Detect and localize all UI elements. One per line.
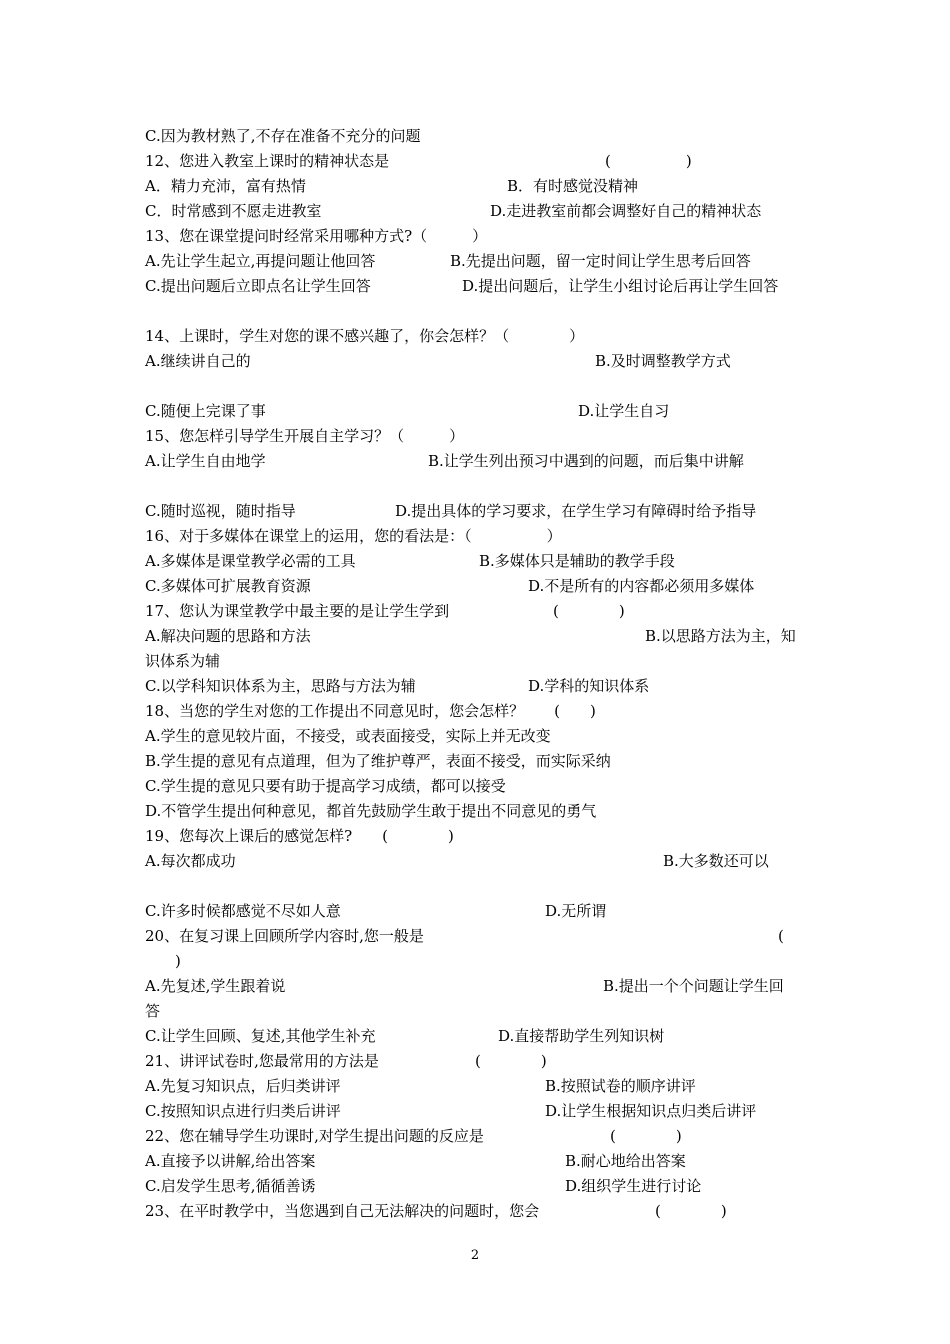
option-b: B.多媒体只是辅助的教学手段 [479, 552, 675, 570]
option-a: A.继续讲自己的 [145, 352, 251, 370]
option-d: D.走进教室前都会调整好自己的精神状态 [490, 202, 762, 220]
options-line [145, 624, 810, 649]
options-line [145, 249, 810, 274]
options-line [145, 274, 810, 299]
question-text: 14、上课时，学生对您的课不感兴趣了，你会怎样？（ ） [145, 327, 585, 345]
question-line [145, 1124, 810, 1149]
option-b: B.让学生列出预习中遇到的问题，而后集中讲解 [428, 452, 744, 470]
option-a: A.直接予以讲解,给出答案 [145, 1152, 316, 1170]
option-d: D.不是所有的内容都必须用多媒体 [528, 577, 755, 595]
question-text: 21、讲评试卷时,您最常用的方法是 [145, 1052, 379, 1070]
question-line [145, 524, 810, 549]
option-a: A.先复习知识点，后归类讲评 [145, 1077, 341, 1095]
options-line [145, 574, 810, 599]
option-a: A.解决问题的思路和方法 [145, 627, 311, 645]
option-b: B.提出一个个问题让学生回 [603, 977, 784, 995]
option-line [145, 799, 810, 824]
option-a: A.先让学生起立,再提问题让他回答 [145, 252, 376, 270]
question-line [145, 599, 810, 624]
text-line [145, 124, 810, 149]
answer-bracket: ( ) [610, 1127, 682, 1145]
option-line [145, 749, 810, 774]
options-line [145, 449, 810, 474]
option-b: B.及时调整教学方式 [595, 352, 731, 370]
option-c: C.以学科知识体系为主，思路与方法为辅 [145, 677, 416, 695]
question-list [145, 124, 810, 1224]
options-line [145, 899, 810, 924]
option-c: C．时常感到不愿走进教室 [145, 202, 322, 220]
option-a: A.多媒体是课堂教学必需的工具 [145, 552, 356, 570]
option-b: B.耐心地给出答案 [565, 1152, 686, 1170]
option-a: A.每次都成功 [145, 852, 236, 870]
option-line [145, 774, 810, 799]
answer-bracket: ( [778, 927, 784, 945]
option-c: C.随便上完课了事 [145, 402, 266, 420]
blank-line [145, 299, 810, 324]
option-d: D.让学生自习 [578, 402, 670, 420]
blank-line [145, 374, 810, 399]
option-b: B.先提出问题，留一定时间让学生思考后回答 [450, 252, 751, 270]
question-text: 18、当您的学生对您的工作提出不同意见时，您会怎样？ ( ) [145, 702, 596, 720]
options-line [145, 199, 810, 224]
option-c: C.提出问题后立即点名让学生回答 [145, 277, 371, 295]
question-text: 17、您认为课堂教学中最主要的是让学生学到 [145, 602, 450, 620]
question-line [145, 324, 810, 349]
option-a: A.先复述,学生跟着说 [145, 977, 286, 995]
answer-bracket: ( ) [655, 1202, 727, 1220]
option-d: D.直接帮助学生列知识树 [498, 1027, 665, 1045]
options-line [145, 849, 810, 874]
question-line [145, 699, 810, 724]
text-line [145, 949, 810, 974]
option-b: B.学生提的意见有点道理，但为了维护尊严，表面不接受，而实际采纳 [145, 752, 611, 770]
question-text: 20、在复习课上回顾所学内容时,您一般是 [145, 927, 424, 945]
options-line [145, 1174, 810, 1199]
text-line [145, 649, 810, 674]
question-text: 23、在平时教学中，当您遇到自己无法解决的问题时，您会 [145, 1202, 540, 1220]
option-c: C.让学生回顾、复述,其他学生补充 [145, 1027, 376, 1045]
question-text: 12、您进入教室上课时的精神状态是 [145, 152, 390, 170]
question-line [145, 1199, 810, 1224]
question-line [145, 924, 810, 949]
question-line [145, 1049, 810, 1074]
answer-bracket: ( ) [605, 152, 692, 170]
answer-bracket: ( ) [475, 1052, 547, 1070]
option-c: C.随时巡视，随时指导 [145, 502, 296, 520]
option-d: D.无所谓 [545, 902, 607, 920]
answer-bracket-close: ) [145, 952, 181, 970]
options-line [145, 1024, 810, 1049]
option-d: D.学科的知识体系 [528, 677, 650, 695]
option-c: C.多媒体可扩展教育资源 [145, 577, 311, 595]
question-text: 15、您怎样引导学生开展自主学习？（ ） [145, 427, 465, 445]
question-line [145, 149, 810, 174]
option-c: C.启发学生思考,循循善诱 [145, 1177, 316, 1195]
question-line [145, 824, 810, 849]
page-number: 2 [470, 1248, 480, 1263]
option-c: C.按照知识点进行归类后讲评 [145, 1102, 341, 1120]
line-text: 识体系为辅 [145, 652, 221, 670]
option-a: A.学生的意见较片面，不接受，或表面接受，实际上并无改变 [145, 727, 551, 745]
option-d: D.提出问题后，让学生小组讨论后再让学生回答 [462, 277, 779, 295]
line-text: 答 [145, 1002, 161, 1020]
options-line [145, 1099, 810, 1124]
question-text: 19、您每次上课后的感觉怎样? ( ) [145, 827, 454, 845]
options-line [145, 674, 810, 699]
option-line [145, 724, 810, 749]
options-line [145, 549, 810, 574]
question-line [145, 424, 810, 449]
option-a: A.让学生自由地学 [145, 452, 266, 470]
question-text: 22、您在辅导学生功课时,对学生提出问题的反应是 [145, 1127, 484, 1145]
option-d: D.不管学生提出何种意见，都首先鼓励学生敢于提出不同意见的勇气 [145, 802, 597, 820]
option-c: C.学生提的意见只要有助于提高学习成绩，都可以接受 [145, 777, 506, 795]
line-text: C.因为教材熟了,不存在准备不充分的问题 [145, 127, 421, 145]
option-d: D.提出具体的学习要求，在学生学习有障碍时给予指导 [395, 502, 757, 520]
option-c: C.许多时候都感觉不尽如人意 [145, 902, 341, 920]
option-a: A．精力充沛，富有热情 [145, 177, 306, 195]
option-b: B.按照试卷的顺序讲评 [545, 1077, 696, 1095]
options-line [145, 349, 810, 374]
option-d: D.让学生根据知识点归类后讲评 [545, 1102, 757, 1120]
options-line [145, 974, 810, 999]
option-b: B.大多数还可以 [663, 852, 769, 870]
blank-line [145, 474, 810, 499]
options-line [145, 1074, 810, 1099]
options-line [145, 1149, 810, 1174]
option-b: B．有时感觉没精神 [507, 177, 639, 195]
options-line [145, 174, 810, 199]
question-line [145, 224, 810, 249]
answer-bracket: ( ) [553, 602, 625, 620]
options-line [145, 499, 810, 524]
options-line [145, 399, 810, 424]
option-d: D.组织学生进行讨论 [565, 1177, 702, 1195]
option-b: B.以思路方法为主，知 [645, 627, 796, 645]
text-line [145, 999, 810, 1024]
question-text: 16、对于多媒体在课堂上的运用，您的看法是：（ ） [145, 527, 562, 545]
question-text: 13、您在课堂提问时经常采用哪种方式?（ ） [145, 227, 488, 245]
blank-line [145, 874, 810, 899]
